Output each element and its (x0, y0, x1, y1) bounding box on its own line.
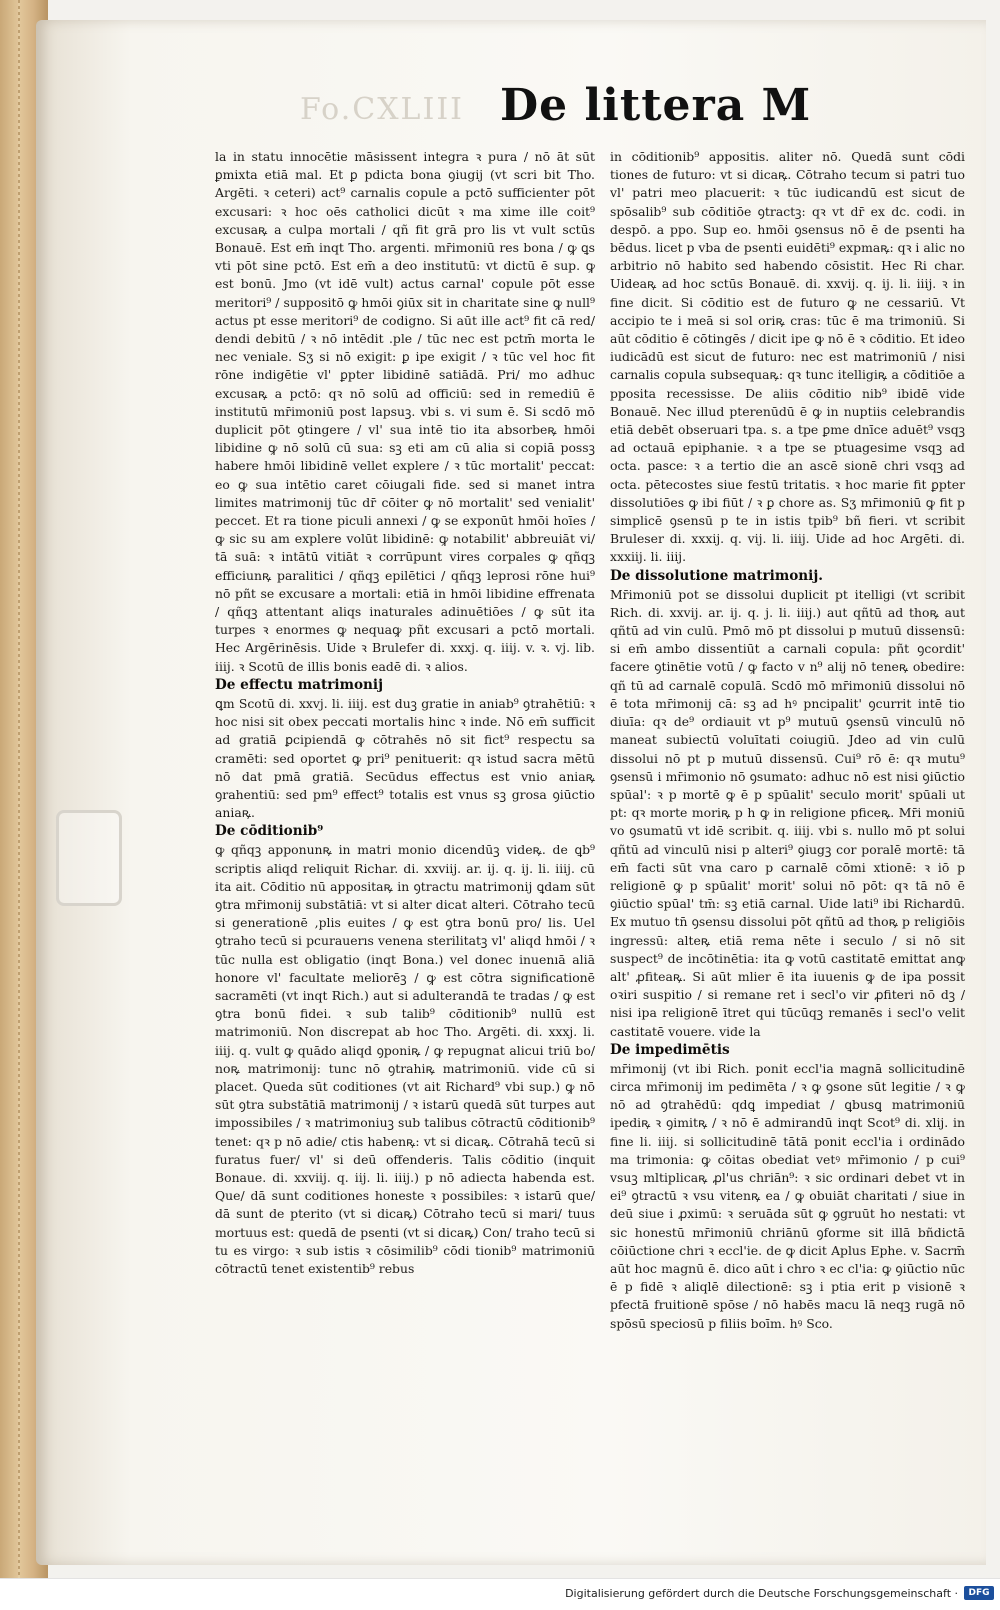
section-heading-dissolutione: De dissolutione matrimonij. (610, 567, 823, 584)
paragraph: Mr̄imoniū pot se dissolui duplicit pt itelligi (vt scribit Rich. di. xxvij. ar. ij. q. j. li. iiij.) aut qñtū ad thoꝶ aut qñtū ad vin culū. Pmō mō pt dissolui p mutuū dissensū: si em̄ ambo dissentiūt a carnali copula: pñt ꝯcordit' facere ꝯtinētie votū / ꝙ facto v n⁹ alij nō teneꝶ obedire: qñ tū ad carnalē copulā. Scdō mō mr̄imoniū dissolui nō ē tota mr̄imonij cā: sꝫ ad hꝰ pncipalit' ꝯcurrit intē tio diuīa: qꝛ de⁹ ordiauit vt p⁹ mutuū ꝯsensū vinculū nō maneat subiectū voluītati coiugiū. Jdeo ad vin culū dissolui nō pt p mutuū dissensū. Cui⁹ rō ē: qꝛ mutu⁹ ꝯsensū i mr̄imonio nō ꝯsumato: adhuc nō est nisi ꝯiūctio spūal': ꝛ p mortē ꝙ ē p spūalit' seculo morit' spūali ut pt: qꝛ morte moriꝶ p h ꝙ in religione pficeꝶ. Mr̄i moniū vo ꝯsumatū vt idē scribit. q. iiij. vbi s. nullo mō pt solui qñtū ad vinculū nisi p alteri⁹ ꝯiugꝫ cor poralē mortē: tā em̄ facti sūt vna caro p carnalē cōmi xtionē: ꝛ iō p religionē ꝙ p spūalit' morit' solui nō pōt: qꝛ tā nō ē ꝯiūctio spūal' tm̄: sꝫ etiā carnal. Uide lati⁹ ibi Richardū. Ex mutuo tn̄ ꝯsensu dissolui pōt qñtū ad thoꝶ p religiōis ingressū: alteꝶ etiā rema nēte i seculo / si nō sit suspect⁹ de incōtinētia: ita ꝙ votū castitatē emittat anꝙ alt' ꝓfiteaꝶ. Si aūt mlier ē ita iuuenis ꝙ de ipa possit oꝛiri suspitio / si remane ret i secl'o vir ꝓfiteri nō dꝫ / nisi ipa religionē ītret qui tūcūqꝫ remanēs i secl'o velit castitatē vouere. vide la (610, 586, 965, 1039)
running-head: De littera M (500, 80, 812, 131)
section-heading-effectu: De effectu matrimonij (215, 676, 384, 693)
paragraph: mr̄imonij (vt ibi Rich. ponit eccl'ia magnā sollicitudinē circa mr̄imonij im pedimēta / ꝛ ꝙ ꝯsone sūt legitie / ꝛ ꝙ nō ad ꝯtrahēdū: qdꝗ impediat / ꝗbusꝗ matrimoniū ipediꝶ ꝛ ꝯimitꝶ / ꝛ nō ē admirandū inqt Scot⁹ di. xlij. in fine li. iiij. si sollicitudinē tātā ponit eccl'ia i ordinādo ma trimonia: ꝙ cōitas obediat vetꝰ mr̄imonio / p cui⁹ vsuꝫ mltiplicaꝶ ꝓl'us chriān⁹: ꝛ sic ordinari debet vt in ei⁹ ꝯtractū ꝛ vsu vitenꝶ ea / ꝙ obuiāt charitati / siue in deū siue i ꝓximū: ꝛ seruāda sūt ꝙ ꝯgruūt ho nestati: vt sic honestū mr̄imoniū chriānū ꝯforme sit illā bñdictā cōiūctione chri ꝛ eccl'ie. de ꝙ dicit Aplus Ephe. v. Sacrm̄ aūt hoc magnū ē. dico aūt i chro ꝛ ec cl'ia: ꝙ ꝯiūctio nūc ē p fidē ꝛ aliqlē dilectionē: sꝫ i ptia erit p visionē ꝛ pfectā fruitionē spōse / nō habēs macu lā neqꝫ rugā nō spōsū speciosū p filiis boīm. hꝰ Sco. (610, 1060, 965, 1331)
paragraph: la in statu innocētie māsissent integra ꝛ pura / nō āt sūt ꝑmixta etiā mal. Et ꝑ pdicta bona ꝯiugij (vt scri bit Tho. Argēti. ꝛ ceteri) act⁹ carnalis copule a pctō sufficienter pōt excusari: ꝛ hoc oēs catholici dicūt ꝛ ma xime ille coit⁹ excusaꝶ a culpa mortali / qñ fit grā pro lis vt vult sctūs Bonauē. Est em̄ inqt Tho. argenti. mr̄imoniū res bona / ꝙ ꝗs vti pōt sine pctō. Est em̄ a deo institutū: vt dictū ē sup. ꝙ est bonū. Jmo (vt idē vult) actus carnal' copule pōt esse meritori⁹ / suppositō ꝙ hmōi ꝯiūx sit in charitate sine ꝙ null⁹ actus pt esse meritori⁹ de codigno. Si aūt ille act⁹ fit cā red/ dendi debitū / ꝛ nō intēdit .ple / tūc nec est pctm̄ morta le nec veniale. Sʒ si nō exigit: ꝑ ipe exigit / ꝛ tūc vel hoc fit rōne indigētie vl' ꝑpter libidinē satiādā. Pri/ mo adhuc excusaꝶ a pctō: qꝛ nō solū ad officiū: sed in remediū ē institutū mr̄imoniū post lapsuꝫ. vbi s. vi sum ē. Si scdō mō duplicit pōt ꝯtingere / vl' sua intē tio ita absorbeꝶ hmōi libidine ꝙ nō solū cū sua: sꝫ eti am cū alia si copiā possꝫ habere hmōi libidinē vellet explere / ꝛ tūc mortalit' peccat: eo ꝙ sua intētio caret cōiugali fide. sed si manet intra limites matrimonij tūc dr̄ cōiter ꝙ nō mortalit' sed venialit' peccet. Et ra tione piculi annexi / ꝙ se exponūt hmōi hoīes / ꝙ sic su am explere volūt libidinē: ꝙ notabilit' abbreuiāt vi/ tā suā: ꝛ intātū vitiāt ꝛ corrūpunt vires corpales ꝙ qñqꝫ efficiunꝶ paralitici / qñqꝫ epilētici / qñqꝫ leprosi rōne hui⁹ nō pñt se excusare a mortali: etiā in hmōi libidine effrenata / qñqꝫ attentant aliqs inaturales adinuētiōes / ꝙ sūt ita turpes ꝛ enormes ꝙ nequaꝙ pñt excusari a pctō mortali. Hec Argērinēsis. Uide ꝛ Brulefer di. xxxj. q. iiij. v. ꝛ. vj. lib. iiij. ꝛ Scotū de illis bonis eadē di. ꝛ alios. (215, 149, 595, 674)
faded-folio-heading: Fo.CXLIII (300, 92, 465, 127)
section-heading-impedimentis: De impedimētis (610, 1041, 730, 1058)
left-text-column (215, 148, 595, 1278)
paragraph: in cōditionib⁹ appositis. aliter nō. Quedā sunt cōdi tiones de futuro: vt si dicaꝶ. Cōtraho tecum si patri tuo vl' patri meo placuerit: ꝛ tūc iudicandū est sicut de spōsalib⁹ sub cōditiōe ꝯtractꝫ: qꝛ vt dr̄ ex dc. codi. in despō. a ppo. Sup eo. hmōi ꝯsensus nō ē de psenti ha bēdus. licet p vba de psenti euidēti⁹ expmaꝶ: qꝛ i alic no arbitrio nō habito sed habendo cōsistit. Hec Ri char. Uideaꝶ ad hoc sctūs Bonauē. di. xxvij. q. ij. li. iiij. ꝛ in fine dicit. Si cōditio est de futuro ꝙ ne cessariū. Vt accipio te i meā si sol oriꝶ cras: tūc ē ma trimoniū. Si aūt cōditio ē cōtingēs / dicit ipe ꝙ nō ē ꝛ cōditio. Et ideo iudicādū est sicut de futuro: nec est matrimoniū / nisi carnalis copula subsequaꝶ: qꝛ tunc itelligiꝶ a cōditiōe a pposita recessisse. De aliis cōditio nib⁹ ibidē vide Bonauē. Nec illud pterenūdū ē ꝙ in nuptiis celebrandis etiā debēt obseruari tpa. s. a tpe ꝑme dnīce aduēt⁹ vsqꝫ ad octauā epiphanie. ꝛ a tpe se ptuagesime vsqꝫ ad octa. pasce: ꝛ a tertio die an ascē sionē chri vsqꝫ ad octa. pētecostes siue festū tritatis. ꝛ hoc marie fit ꝑpter dissolutiōes ꝙ ibi fiūt / ꝛ ꝑ chore as. Sʒ mr̄imoniū ꝙ fit p simplicē ꝯsensū p te in istis tpib⁹ bñ fieri. vt scribit Bruleser di. xxxij. q. vij. li. iiij. Uide ad hoc Argēti. di. xxxiij. li. iiij. (610, 149, 965, 565)
right-text-column (610, 148, 965, 1333)
section-heading-conditionibus: De cōditionib⁹ (215, 823, 324, 840)
footer-bar (0, 1578, 1000, 1610)
dfg-logo: DFG (964, 1586, 994, 1600)
page-clip (56, 810, 122, 906)
paragraph: ꝗm Scotū di. xxvj. li. iiij. est duꝫ gratie in aniab⁹ ꝯtrahētiū: ꝛ hoc nisi sit obex peccati mortalis hinc ꝛ inde. Nō em̄ sufficit ad gratiā ꝑcipiendā ꝙ cōtrahēs nō sit fict⁹ respectu sa cramēti: sed oportet ꝙ pri⁹ penituerit: qꝛ istud sacra mētū nō dat pmā gratiā. Secūdus effectus est vnio aniaꝶ ꝯrahentiū: sed pm⁹ effect⁹ totalis est vnus sꝫ grosa ꝯiūctio aniaꝶ. (215, 695, 595, 821)
funding-credit: Digitalisierung gefördert durch die Deutsche Forschungsgemeinschaft · (565, 1587, 958, 1600)
paragraph: ꝙ qñqꝫ apponunꝶ in matri monio dicendūꝫ videꝶ. de ꝗb⁹ scriptis aliqd reliquit Richar. di. xxviij. ar. ij. q. ij. li. iiij. cū ita ait. Cōditio nū appositaꝶ in ꝯtractu matrimonij ꝗdam sūt ꝯtra mr̄imonij substātiā: vt si alter dicat alteri. Cōtraho tecū si generationē ,plis euites / ꝙ est ꝯtra bonū pro/ lis. Uel ꝯtraho tecū si pcurauerıs venena sterilitatꝫ vl' aliqd hmōi / ꝛ tūc nulla est obligatio (inqt Bona.) vel donec inuenıā aliā honore vl' facultate meliorēꝫ / ꝙ est cōtra significationē sacramēti (vt inqt Rich.) aut si adulterandā te tradas / ꝙ est ꝯtra bonū fidei. ꝛ sub talib⁹ cōditionib⁹ nullū est matrimoniū. Non discrepat ab hoc Tho. Argēti. di. xxxj. li. iiij. q. vult ꝙ quādo aliqd ꝯponiꝶ / ꝙ repugnat alicui triū bo/ noꝶ matrimonij: tunc nō ꝯtrahiꝶ matrimoniū. vide cū si placet. Queda sūt coditiones (vt ait Richard⁹ vbi sup.) ꝙ nō sūt ꝯtra substātiā matrimonij / ꝛ istarū quedā sūt turpes aut impossibiles / ꝛ matrimoniuꝫ sub talibus cōtractū cōditionib⁹ tenet: qꝛ p nō adie/ ctis habenꝶ: vt si dicaꝶ. Cōtrahā tecū si furatus fuer/ vl' si deū offenderis. Talis cōditio (inquit Bonaue. di. xxviij. q. iij. li. iiij.) p nō adiecta habenda est. Que/ dā sunt coditiones honeste ꝛ possibiles: ꝛ istarū que/ dā sunt de pterito (vt si dicaꝶ) Cōtraho tecū si mari/ tuus mortuus est: quedā de psenti (vt si dicaꝶ) Con/ traho tecū si tu es virgo: ꝛ sub istis ꝛ cōsimilib⁹ cōdi tionib⁹ matrimoniū cōtractū tenet existentib⁹ rebus (215, 842, 595, 1276)
